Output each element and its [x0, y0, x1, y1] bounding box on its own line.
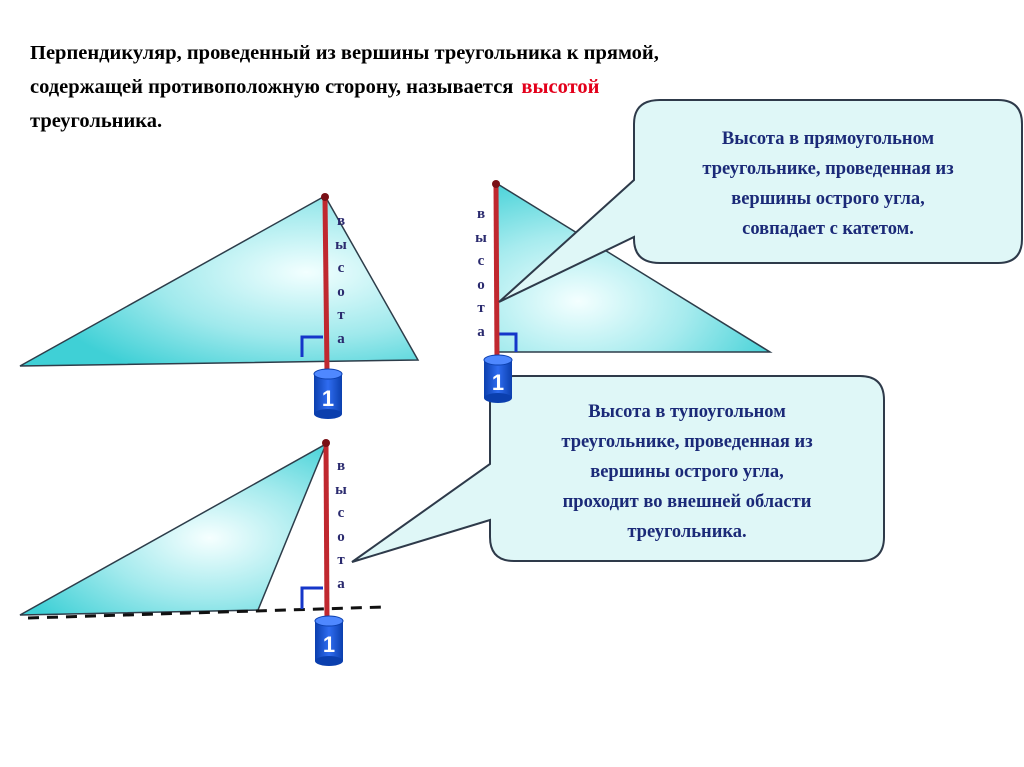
- badge-number: 1: [491, 370, 505, 395]
- altitude-label-letter: с: [337, 260, 345, 276]
- definition-heading: [30, 36, 910, 138]
- altitude-label-obtuse: [331, 455, 351, 596]
- callout-line: треугольнике, проведенная из: [561, 432, 813, 452]
- heading-line-2-text: содержащей противоположную сторону, называется: [30, 76, 514, 98]
- altitude-vertex-dot: [322, 439, 330, 447]
- altitude-label-letter: о: [337, 528, 345, 545]
- obtuse-triangle: [20, 444, 326, 615]
- altitude-label-letter: в: [336, 213, 346, 229]
- callout-line: Высота в тупоугольном: [588, 402, 786, 422]
- callout-line: Высота в прямоугольном: [721, 129, 935, 149]
- altitude-line: [496, 185, 497, 360]
- badge-number: 1: [321, 386, 335, 411]
- altitude-label-right: [471, 203, 491, 344]
- callout-line: вершины острого угла,: [731, 189, 925, 209]
- altitude-label-letter: с: [477, 253, 485, 269]
- altitude-label-letter: ы: [335, 236, 347, 253]
- acute-triangle-figure: [20, 193, 418, 372]
- badge-number: 1: [322, 632, 336, 657]
- altitude-label-letter: о: [337, 283, 345, 300]
- altitude-label-letter: с: [337, 505, 345, 521]
- callout-line: проходит во внешней области: [562, 492, 812, 512]
- callout-line: совпадает с катетом.: [742, 219, 914, 239]
- heading-line-1: Перпендикуляр, проведенный из вершины треугольника к прямой,: [30, 42, 659, 64]
- right-angle-mark: [302, 588, 323, 609]
- acute-triangle: [20, 196, 418, 366]
- callout-obtuse-triangle-text: [492, 397, 882, 547]
- altitude-label-letter: в: [336, 458, 346, 474]
- altitude-vertex-dot: [492, 180, 500, 188]
- altitude-label-letter: т: [337, 552, 345, 568]
- altitude-line: [325, 198, 327, 372]
- altitude-label-letter: о: [477, 276, 485, 293]
- altitude-label-letter: а: [477, 323, 485, 340]
- callout-right-triangle-text: [636, 124, 1020, 244]
- altitude-label-letter: в: [476, 206, 486, 222]
- callout-line: треугольнике, проведенная из: [702, 159, 954, 179]
- altitude-label-letter: а: [337, 575, 345, 592]
- altitude-label-acute: [331, 210, 351, 351]
- altitude-label-letter: т: [337, 307, 345, 323]
- altitude-label-letter: ы: [475, 229, 487, 246]
- obtuse-triangle-figure: [20, 439, 384, 622]
- heading-line-2: [30, 70, 910, 104]
- callout-line: треугольника.: [627, 522, 747, 542]
- heading-line-3: треугольника.: [30, 110, 163, 132]
- altitude-label-letter: ы: [335, 481, 347, 498]
- heading-highlight-term: высотой: [521, 76, 600, 98]
- altitude-label-letter: а: [337, 330, 345, 347]
- altitude-label-letter: т: [477, 300, 485, 316]
- altitude-line: [326, 445, 327, 622]
- callout-line: вершины острого угла,: [590, 462, 784, 482]
- altitude-vertex-dot: [321, 193, 329, 201]
